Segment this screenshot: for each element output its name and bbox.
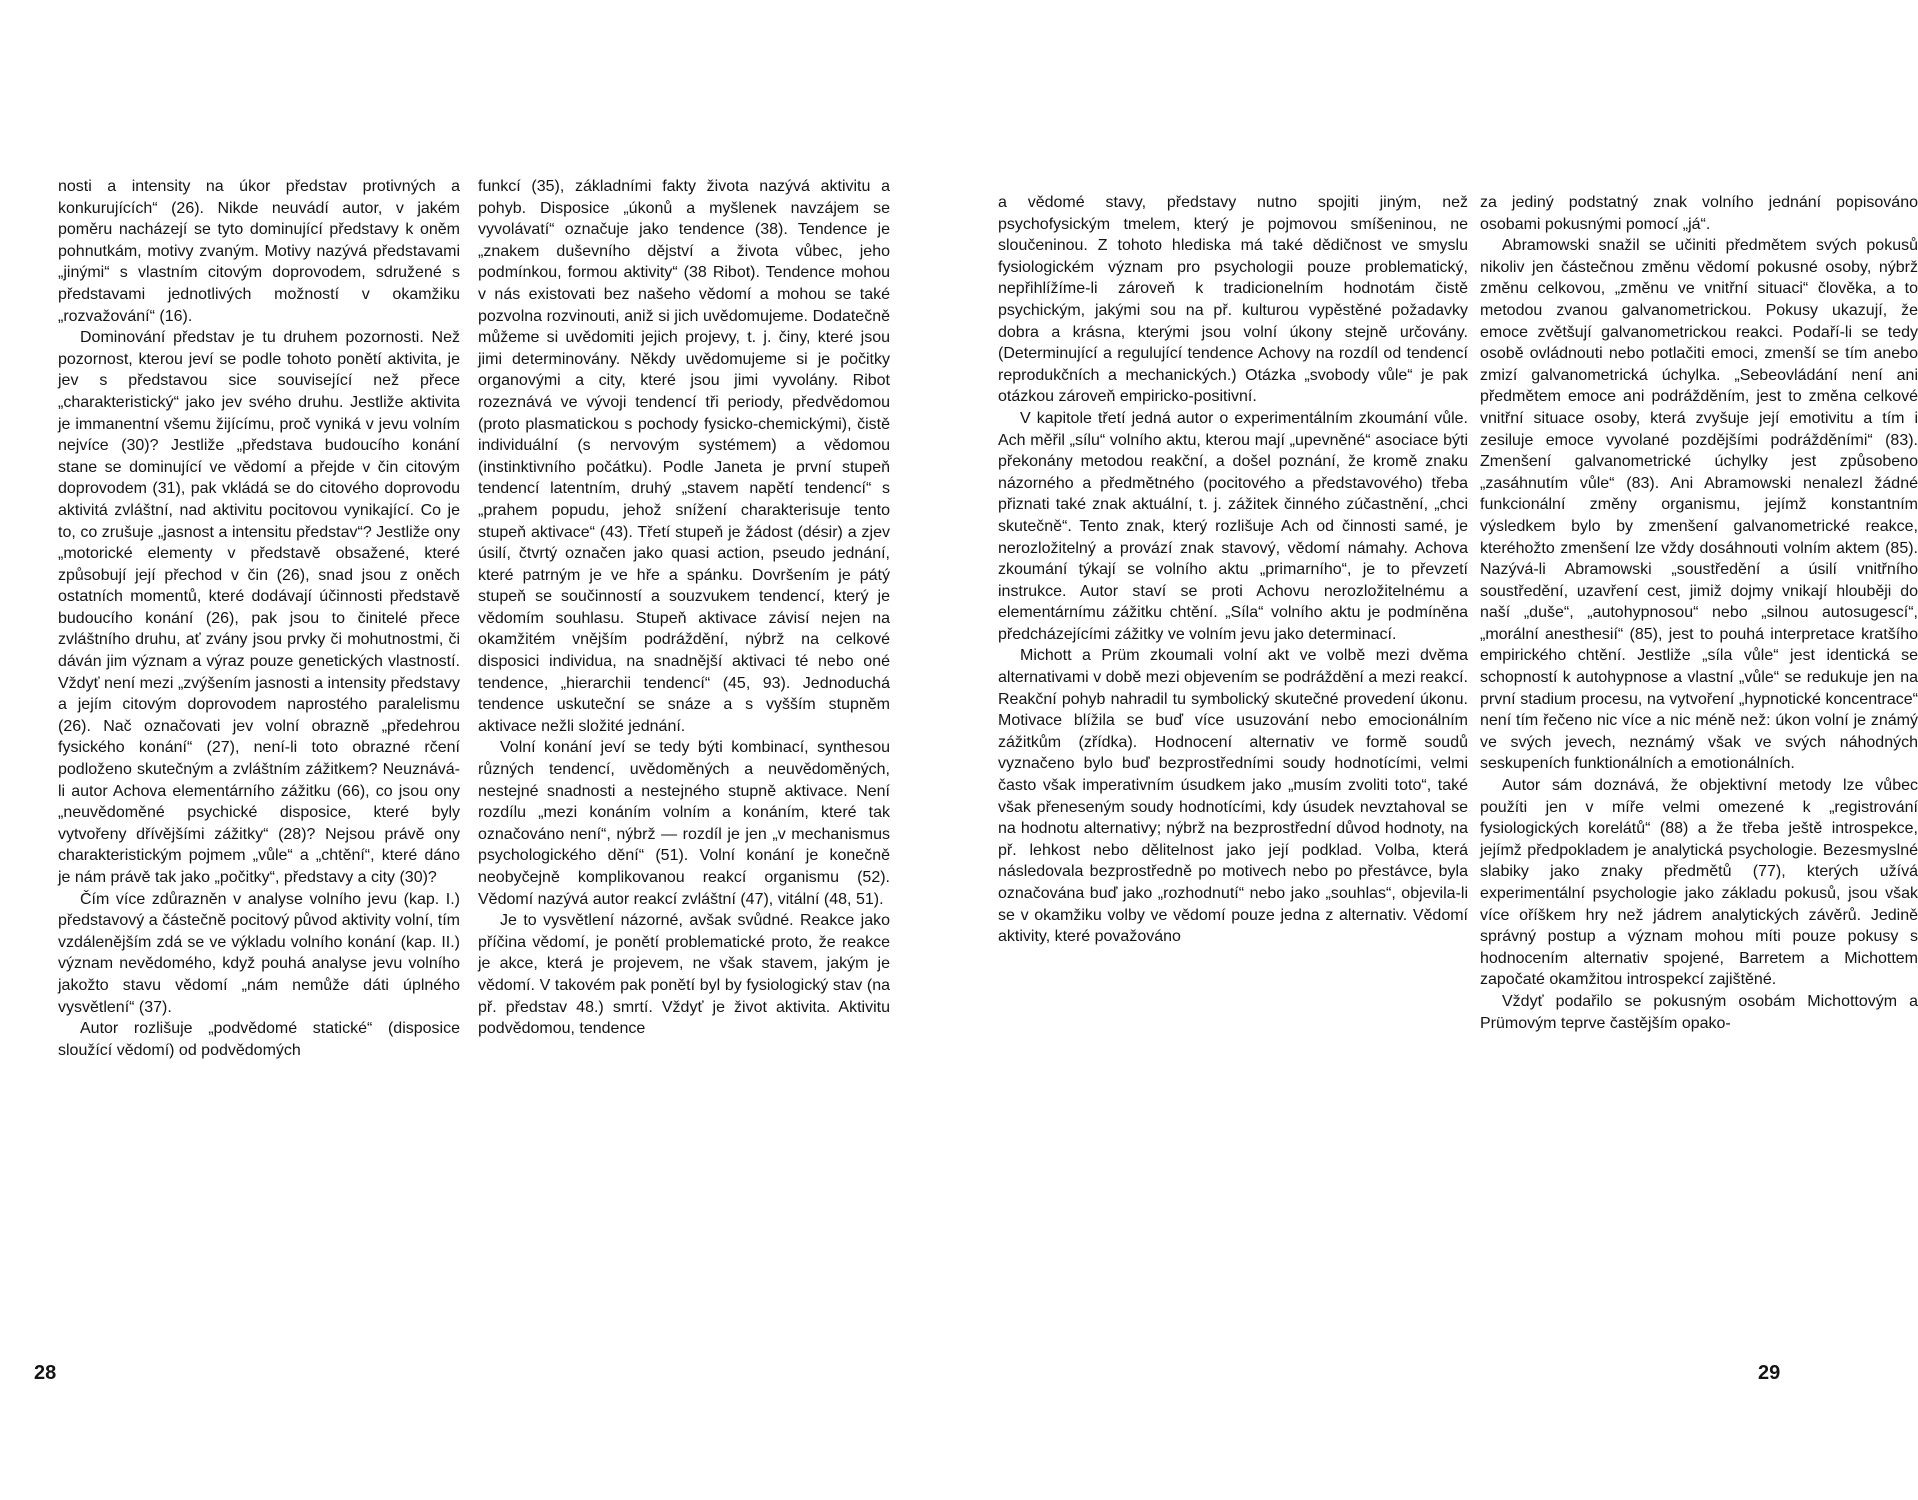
paragraph: a vědomé stavy, představy nutno spojiti jiným, než psychofysickým tmelem, který je pojmovou smíšeninou, ne sloučeninou. Z tohoto hlediska má také dědičnost ve smyslu fysiologickém význam pro psychologii pouze problematický, nepřihlížíme-li zároveň k tradicionelním hodnotám čistě psychickým, jakými sou na př. kulturou vypěstěné požadavky dobra a krásna, kterými jsou volní úkony stejně určovány. (Determinující a regulující tendence Achovy na rozdíl od tendencí reprodukčních a mechanických.) Otázka „svobody vůle“ je pak otázkou zároveň empiricko-positivní. (998, 194, 1468, 406)
paragraph: Volní konání jeví se tedy býti kombinací, synthesou různých tendencí, uvědoměných a neuvědoměných, nestejné snadnosti a nestejného stupně aktivace. Není rozdílu „mezi konáním volním a konáním, které tak označováno není“, nýbrž — rozdíl je jen „v mechanismus psychologického dění“ (51). Volní konání je konečně neobyčejně komplikovanou reakcí organismu (52). Vědomí nazývá autor reakcí zvláštní (47), vitální (48, 51). (478, 739, 890, 908)
paragraph: Autor sám doznává, že objektivní metody lze vůbec použíti jen v míře velmi omezené k „registrování fysiologických korelátů“ (88) a že třeba ještě introspekce, jejímž předpokladem je analytická psychologie. Bezesmyslné slabiky jako znaky předmětů (77), kterých užívá experimentální psychologie jako základu pokusů, jsou však více oříškem hry než jádrem analytických závěrů. Jedině správný postup a význam mohou míti pouze pokusy s hodnocením alternativ spojené, Barretem a Michottem započaté okamžitou introspekcí zajištěné. (1480, 777, 1918, 989)
paragraph: Abramowski snažil se učiniti předmětem svých pokusů nikoliv jen částečnou změnu vědomí pokusné osoby, nýbrž změnu celkovou, „změnu ve vnitřní situaci“ člověka, a to metodou zvanou galvanometrickou. Pokusy ukazují, že emoce zvětšují galvanometrickou reakci. Podaří-li se tedy osobě ovládnouti nebo potlačiti emoci, zmenší se tím anebo zmizí galvanometrická úchylka. „Sebeovládání není ani předmětem emoce ani podrážděním, jest to změna celkové vnitřní situace osoby, která zvyšuje její emotivitu a tím i zesiluje emoce vyvolané pozdějšími podrážděními“ (83). Zmenšení galvanometrické úchylky jest způsobeno „zasáhnutím vůle“ (83). Ani Abramowski nenalezl žádné funkcionální změny organismu, jejímž konstantním výsledkem bylo by zmenšení galvanometrické reakce, kteréhožto zmenšení lze vždy dosáhnouti volním aktem (85). Nazývá-li Abramowski „soustředění a úsilí vnitřního soustředění, uzavření cest, jimiž dojmy vnikají hlouběji do naší „duše“, „autohypnosou“ nebo „silnou autosugescí“, „morální anesthesií“ (85), jest to pouhá interpretace kratšího empirického chtění. Jestliže „síla vůle“ jest identická se schopností k autohypnose a vlastní „vůle“ se redukuje jen na první stadium procesu, na vytvoření „hypnotické koncentrace“ není tím řečeno nic více a nic méně než: úkon volní je známý ve svých jevech, neznámý však ve svých náhodných seskupeních funktionálních a emotionálních. (1480, 237, 1918, 773)
page-number: 29 (1758, 1362, 1781, 1384)
paragraph: Autor rozlišuje „podvědomé statické“ (disposice sloužící vědomí) od podvědomých (58, 1020, 460, 1059)
paragraph: nosti a intensity na úkor představ protivných a konkurujících“ (26). Nikde neuvádí autor, v jakém poměru nacházejí se tyto dominující představy k oněm pohnutkám, motivy zvaným. Motivy nazývá představami „jinými“ s vlastním citovým doprovodem, sdružené s představami jednotlivých možností v okamžiku „rozvažování“ (16). (58, 178, 460, 325)
column-right (478, 176, 890, 1356)
paragraph: Čím více zdůrazněn v analyse volního jevu (kap. I.) představový a částečně pocitový původ aktivity volní, tím vzdálenějším zdá se ve výkladu volního konání (kap. II.) význam nevědomého, když pouhá analyse jevu volního jakožto stavu vědomí „nám nemůže dáti úplného vysvětlení“ (37). (58, 890, 460, 1016)
paragraph: funkcí (35), základními fakty života nazývá aktivitu a pohyb. Disposice „úkonů a myšlenek navzájem se vyvolávatí“ označuje jako tendence (38). Tendence je „znakem duševního dějství a života vůbec, jeho podmínkou, formou aktivity“ (38 Ribot). Tendence mohou v nás existovati bez našeho vědomí a mohou se také pozvolna rozvinouti, aniž si jich uvědomujeme. Dodatečně můžeme si uvědomiti jejich projevy, t. j. činy, které jsou jimi determinovány. Někdy uvědomujeme si je počitky organovými a city, které jsou jimi vyvolány. Ribot rozeznává ve vývoji tendencí tři periody, předvědomou (proto plasmatickou s pochody fysicko-chemickými), čistě individuální (s nervovým systémem) a vědomou (instinktivního počátku). Podle Janeta je první stupeň tendencí latentním, druhý „stavem napětí tendencí“ s „prahem popudu, jehož snížení charakterisuje tento stupeň aktivace“ (43). Třetí stupeň je žádost (désir) a zjev úsilí, čtvrtý označen jako quasi action, pseudo jednání, které patrným je ve hře a spánku. Dovršením je pátý stupeň se součinností a souzvukem tendencí, který je vědomím souhlasu. Stupeň aktivace závisí nejen na okamžitém vnějším podráždění, nýbrž na celkové disposici individua, na snadnější aktivaci té nebo oné tendence, „hierarchii tendencí“ (45, 93). Jednoduchá tendence uskuteční se snáze a s vyšším stupněm aktivace nežli složité jednání. (478, 178, 890, 735)
paragraph: za jediný podstatný znak volního jednání popisováno osobami pokusnými pomocí „já“. (1480, 194, 1918, 233)
column-left (998, 192, 1468, 1362)
left-page (0, 0, 922, 1500)
paragraph: Vždyť podařilo se pokusným osobám Michottovým a Prümovým teprve častějším opako- (1480, 992, 1918, 1032)
right-page (922, 0, 1918, 1500)
column-right (1480, 192, 1918, 1362)
page-number: 28 (34, 1362, 57, 1384)
paragraph: Je to vysvětlení názorné, avšak svůdné. Reakce jako příčina vědomí, je ponětí problematické proto, že reakce je akce, která je projevem, ne však stavem, jakým je vědomí. V takovém pak ponětí byl by fysiologický stav (na př. představ 48.) smrtí. Vždyť je život aktivita. Aktivitu podvědomou, tendence (478, 912, 890, 1038)
paragraph: Michott a Prüm zkoumali volní akt ve volbě mezi dvěma alternativami v době mezi objevením se podráždění a mezi reakcí. Reakční pohyb nahradil tu symbolický skutečné provedení úkonu. Motivace blížila se buď více usuzování nebo emocionálním zážitkům (zřídka). Hodnocení alternativ ve formě soudů vyznačeno bylo buď bezprostředními soudy hodnotícími, velmi často však imperativním úsudkem jako „musím zvoliti toto“, také však přeneseným soudy hodnotícími, kdy úsudek nevztahoval se na hodnotu alternativy; nýbrž na bezprostřední důvod hodnoty, na př. lehkost nebo dělitelnost jako její podklad. Volba, která následovala bezprostředně po motivech nebo po přestávce, byla označována buď jako „rozhodnutí“ nebo jako „souhlas“, objevila-li se v okamžiku volby ve vědomí pouze jedna z alternativ. Vědomí aktivity, které považováno (998, 647, 1468, 946)
paragraph: V kapitole třetí jedná autor o experimentálním zkoumání vůle. Ach měřil „sílu“ volního aktu, kterou mají „upevněné“ asociace býti překonány metodou reakční, a došel poznání, že kromě znaku názorného a předmětného (pocitového a představového) třeba přiznati také znak aktuální, t. j. zážitek činného zúčastnění, „chci skutečně“. Tento znak, který rozlišuje Ach od činnosti samé, je nerozložitelný a provází znak stavový, vědomí námahy. Achova zkoumání týkají se volního aktu „primarního“, je to převzetí instrukce. Autor staví se proti Achovu nerozložitelnému a elementárnímu zážitku chtění. „Síla“ volního aktu je podmíněna předcházejícími zážitky ve volním jevu jako determinací. (998, 409, 1468, 643)
paragraph: Dominování představ je tu druhem pozornosti. Než pozornost, kterou jeví se podle tohoto ponětí aktivita, je jev s představou sice související než přece „charakteristický“ jako jev svého druhu. Jestliže aktivita je immanentní všemu žijícímu, proč vyniká v jevu volním nejvíce (30)? Jestliže „představa budoucího konání stane se dominující ve vědomí a přejde v čin citovým doprovodem (31), pak vkládá se do citového doprovodu aktivitá zvláštní, nad aktivitu pocitovou vynikající. Co je to, co zrušuje „jasnost a intensitu představ“? Jestliže ony „motorické elementy v představě obsažené, které způsobují její přechod v čin (26), snad jsou z oněch ostatních momentů, které dodávají účinnosti představě budoucího konání (26), pak jsou to činitelé přece zvláštního druhu, ať zvány jsou prvky či mohutnostmi, či dáván jim význam a výraz pouze genetických vlastností. Vždyť není mezi „zvýšením jasnosti a intensity představy a jejím citovým doprovodem naprostého paralelismu (26). Nač označovati jev volní obrazně „předehrou fysického konání“ (27), není-li toto obrazné rčení podloženo skutečným a zvláštním zážitkem? Neuznává-li autor Achova elementárního zážitku (66), co jsou ony „neuvědoměné psychické disposice, které byly vytvořeny dřívějšími zážitky“ (28)? Nejsou právě ony charakteristickým pojmem „vůle“ a „chtění“, které dáno je nám právě tak jako „počitky“, představy a city (30)? (58, 329, 460, 886)
column-left (58, 176, 460, 1356)
